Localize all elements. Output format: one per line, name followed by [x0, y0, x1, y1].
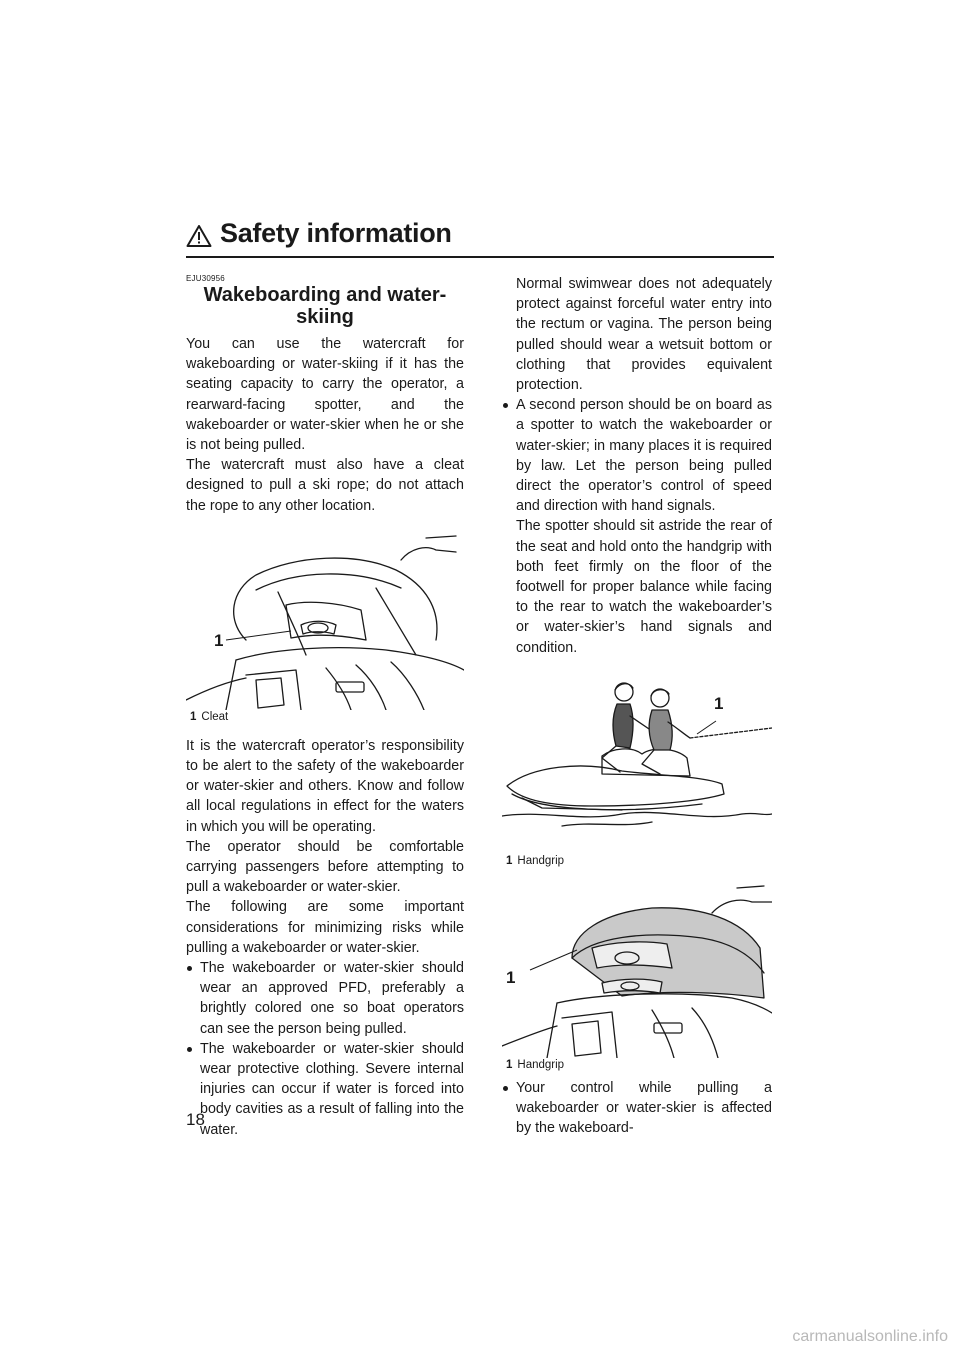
caption-number: 1	[506, 854, 513, 867]
bullet-item: Your control while pulling a wakeboarder or water-skier is affected by the wakeboard-	[502, 1078, 772, 1139]
warning-triangle-icon	[186, 224, 212, 248]
caption-number: 1	[506, 1058, 513, 1071]
page-header	[186, 218, 774, 258]
bullet-item: The wakeboarder or water-skier should wear protective clothing. Severe internal injuries can occur if water is forced into body cavities as a result of falling into the water.	[186, 1039, 464, 1140]
paragraph: The watercraft must also have a cleat designed to pull a ski rope; do not attach the rope to any other location.	[186, 457, 464, 514]
spotter-illustration	[502, 676, 772, 846]
paragraph: It is the watercraft operator’s responsibility to be alert to the safety of the wakeboarder or water-skier and others. Know and follow all local regulations in effect for the waters in which you will be operating.	[186, 737, 464, 835]
caption-number: 1	[190, 710, 197, 723]
callout-number: 1	[506, 967, 516, 987]
bullet-list	[502, 1078, 772, 1139]
paragraph: You can use the watercraft for wakeboarding or water-skiing if it has the seating capacity to carry the operator, a rearward-facing spotter, and the wakeboarder or water-skier when he or she is not being pulled.	[186, 336, 464, 454]
handgrip-illustration	[502, 878, 772, 1058]
paragraph: The operator should be comfortable carrying passengers before attempting to pull a wakeboarder or water-skier.	[186, 838, 464, 896]
caption-text: Handgrip	[517, 1058, 565, 1071]
section-title: Wakeboarding and water-skiing	[203, 284, 447, 328]
header-title: Safety information	[220, 218, 452, 248]
bullet-continuation: Normal swimwear does not adequately protect against forceful water entry into the rectum or vagina. The person being pulled should wear a wetsuit bottom or clothing that provides equivalent protection.	[516, 276, 772, 394]
figure-caption	[502, 854, 772, 868]
cleat-figure	[186, 530, 464, 724]
cleat-illustration	[186, 530, 464, 710]
callout-number: 1	[214, 630, 224, 650]
caption-text: Handgrip	[517, 854, 565, 867]
bullet-list	[502, 395, 772, 516]
bullet-continuation: The spotter should sit astride the rear of the seat and hold onto the handgrip with both feet firmly on the floor of the footwell for proper balance while facing to the rear to watch the wakeboarder’s or water-skier’s hand signals and condition.	[516, 518, 772, 656]
figure-caption	[502, 1058, 772, 1072]
callout-number: 1	[714, 693, 724, 713]
watermark: carmanualsonline.info	[792, 1328, 948, 1345]
bullet-list	[186, 958, 464, 1140]
handgrip-figure	[502, 878, 772, 1072]
left-column	[186, 274, 464, 1140]
page-number: 18	[186, 1110, 205, 1129]
caption-text: Cleat	[201, 710, 229, 723]
right-column	[502, 274, 772, 1138]
figure-caption	[186, 710, 464, 724]
bullet-item: A second person should be on board as a spotter to watch the wakeboarder or water-skier; in many places it is required by law. Let the person being pulled direct the operator’s control of speed and direction with hand signals.	[502, 395, 772, 516]
spotter-figure	[502, 676, 772, 868]
bullet-item: The wakeboarder or water-skier should wear an approved PFD, preferably a brightly colored one so boat operators can see the person being pulled.	[186, 958, 464, 1039]
section-code: EJU30956	[186, 274, 225, 283]
paragraph: The following are some important considerations for minimizing risks while pulling a wakeboarder or water-skier.	[186, 899, 464, 956]
